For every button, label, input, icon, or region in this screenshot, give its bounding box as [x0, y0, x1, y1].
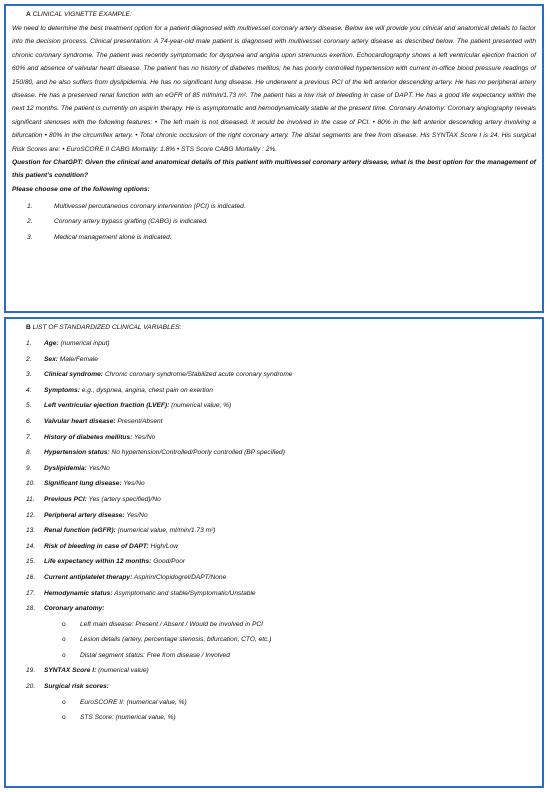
variable-value: (numerical value, ml/min/1.73 m²) [115, 527, 216, 535]
variable-label: Hemodynamic status: [44, 589, 113, 597]
option-number: 3. [27, 234, 33, 242]
variable-label: Significant lung disease: [44, 480, 122, 488]
variable-number: 16. [26, 573, 36, 581]
choose-instruction: Please choose one of the following options: [12, 185, 150, 193]
variable-item [6, 539, 542, 555]
variable-number: 13. [26, 527, 36, 535]
variable-label: SYNTAX Score I: [44, 667, 97, 675]
variable-number: 18. [26, 605, 36, 613]
variable-value: Yes/No [121, 480, 145, 488]
variable-number: 7. [26, 433, 32, 441]
panel-a-title: CLINICAL VIGNETTE EXAMPLE: [32, 11, 132, 18]
variable-item [6, 601, 542, 617]
sub-list [6, 617, 542, 664]
variable-label: Peripheral artery disease: [44, 511, 125, 519]
variable-label: History of diabetes mellitus: [44, 433, 133, 441]
variable-item [6, 445, 542, 461]
option-number: 1. [27, 202, 33, 210]
variables-list [6, 336, 542, 726]
variable-item [6, 367, 542, 383]
panel-b-heading [26, 323, 542, 332]
bullet-icon: o [62, 620, 66, 628]
variable-item [6, 383, 542, 399]
variable-value: Asymptomatic and stable/Symptomatic/Unstable [112, 589, 256, 597]
sub-item [6, 695, 542, 711]
panel-a-letter: A [26, 11, 31, 18]
variable-number: 9. [26, 464, 32, 472]
clinical-variables-panel [4, 317, 544, 788]
variable-item [6, 398, 542, 414]
variable-label: Symptoms: [44, 386, 80, 394]
options-list [6, 199, 542, 246]
sub-list [6, 695, 542, 726]
clinical-vignette-panel [4, 4, 544, 313]
panel-b-letter: B [26, 324, 31, 331]
option-item [6, 230, 542, 246]
variable-value: Male/Female [57, 355, 98, 363]
variable-label: Coronary anatomy: [44, 605, 105, 613]
sub-item-text: Left main disease: Present / Absent / Would be involved in PCI [80, 620, 264, 628]
sub-item [6, 632, 542, 648]
variable-number: 8. [26, 449, 32, 457]
variable-number: 11. [26, 495, 35, 503]
variable-value: No hypertension/Controlled/Poorly controlled (BP specified) [109, 449, 285, 457]
variable-item [6, 461, 542, 477]
variable-item [6, 523, 542, 539]
variable-label: Risk of bleeding in case of DAPT: [44, 542, 149, 550]
variable-item [6, 492, 542, 508]
question-text: Question for ChatGPT: Given the clinical and anatomical details of this patient with multivessel coronary artery disease, what is the best option for the management of this patient’s condition? [12, 159, 536, 180]
variable-value: High/Low [148, 542, 178, 550]
variable-label: Renal function (eGFR): [44, 527, 116, 535]
bullet-icon: o [62, 698, 66, 706]
variable-value: Present/Absent [115, 417, 163, 425]
variable-value: e.g., dyspnea, angina, chest pain on exertion [79, 386, 213, 394]
variable-number: 19. [26, 667, 36, 675]
variable-item [6, 430, 542, 446]
variable-value: (numerical value, %) [169, 402, 232, 410]
variable-number: 10. [26, 480, 36, 488]
variable-label: Valvular heart disease: [44, 417, 116, 425]
variable-item [6, 663, 542, 679]
option-text: Coronary artery bypass grafting (CABG) is indicated. [54, 218, 208, 226]
variable-label: Left ventricular ejection fraction (LVEF): [44, 402, 170, 410]
sub-item [6, 710, 542, 726]
variable-item [6, 679, 542, 695]
variable-number: 15. [26, 558, 36, 566]
option-text: Multivessel percutaneous coronary intervention (PCI) is indicated. [54, 202, 246, 210]
sub-item-text: EuroSCORE II: (numerical value, %) [80, 698, 187, 706]
variable-value: (numerical input) [58, 340, 110, 347]
variable-value: Chronic coronary syndrome/Stabilized acute coronary syndrome [103, 371, 293, 379]
vignette-text: We need to determine the best treatment option for a patient diagnosed with multivessel coronary artery disease. Below we will provide you clinical and anatomical details to factor into the decision process. Clinical presentation: A 74-year-old male patient is diagnosed with multivessel coronary artery disease as described below. The patient presented with chronic coronary syndrome. The patient was recently symptomatic for dyspnea and angina upon strenuous exertion. Echocardiography shows a left ventricular ejection fraction of 60% and absence of valvular heart disease. The patient has no history of diabetes mellitus; he has poorly controlled hypertension with current in-office blood pressure readings of 150/80, and he also suffers from dyslipidemia. He has no significant lung disease. He underwent a previous PCI of the left anterior descending artery. He has no peripheral artery disease. He has a preserved renal function with an eGFR of 85 ml/min/1.73 m². The patient has a low risk of bleeding in case of DAPT. He has a good life expectancy within the next 12 months. The patient is currently on aspirin therapy. He is asymptomatic and hemodynamically stable at the present time. Coronary Anatomy: Coronary angiography reveals significant stenoses with the following features: • The left main is not diseased. It would be involved in the case of PCI. • 80% in the left anterior descending artery involving a bifurcation • 80% in the circumflex artery. • Total chronic occlusion of the right coronary artery. The distal segments are free from disease. His SYNTAX Score I is 24. His surgical Risk Scores are: • EuroSCORE II CABG Mortality: 1.8% • STS Score CABG Mortality : 2%. [12, 25, 536, 153]
variable-item [6, 352, 542, 368]
bullet-icon: o [62, 651, 66, 659]
panel-a-heading [26, 10, 542, 19]
variable-number: 4. [26, 386, 32, 394]
variable-number: 2. [26, 355, 32, 363]
option-number: 2. [27, 218, 33, 226]
variable-value: Yes/No [124, 511, 148, 519]
sub-item-text: Distal segment status: Free from disease / Involved [80, 651, 230, 659]
option-text: Medical management alone is indicated. [54, 234, 172, 242]
variable-value: Yes/No [86, 464, 110, 472]
variable-number: 5. [26, 402, 32, 410]
option-item [6, 214, 542, 230]
variable-label: Hypertension status: [44, 449, 110, 457]
variable-number: 1. [26, 340, 32, 347]
variable-number: 20. [26, 683, 36, 691]
variable-value: Yes (artery specified)/No [86, 495, 161, 503]
variable-label: Sex: [44, 355, 58, 363]
variable-value: Yes/No [132, 433, 156, 441]
variable-label: Age: [44, 340, 59, 347]
variable-value: (numerical value) [96, 667, 149, 675]
bullet-icon: o [62, 636, 66, 644]
variable-label: Clinical syndrome: [44, 371, 103, 379]
sub-item-text: Lesion details (artery, percentage stenosis, bifurcation, CTO, etc.) [80, 636, 272, 644]
variable-item [6, 586, 542, 602]
variable-item [6, 570, 542, 586]
variable-item [6, 336, 542, 352]
sub-item [6, 648, 542, 664]
variable-item [6, 554, 542, 570]
variable-label: Surgical risk scores: [44, 683, 109, 691]
variable-label: Previous PCI: [44, 495, 87, 503]
sub-item-text: STS Score: (numerical value, %) [80, 714, 176, 722]
bullet-icon: o [62, 714, 66, 722]
variable-number: 3. [26, 371, 32, 379]
variable-number: 17. [26, 589, 36, 597]
variable-item [6, 508, 542, 524]
option-item [6, 199, 542, 215]
variable-number: 12. [26, 511, 36, 519]
variable-label: Current antiplatelet therapy: [44, 573, 133, 581]
variable-value: Aspirin/Clopidogrel/DAPT/None [132, 573, 227, 581]
variable-label: Dyslipidemia: [44, 464, 87, 472]
variable-item [6, 476, 542, 492]
sub-item [6, 617, 542, 633]
panel-b-title: LIST OF STANDARDIZED CLINICAL VARIABLES: [32, 324, 182, 331]
variable-number: 14. [26, 542, 36, 550]
variable-number: 6. [26, 417, 32, 425]
variable-item [6, 414, 542, 430]
variable-value: Good/Poor [151, 558, 186, 566]
variable-label: Life expectancy within 12 months: [44, 558, 152, 566]
